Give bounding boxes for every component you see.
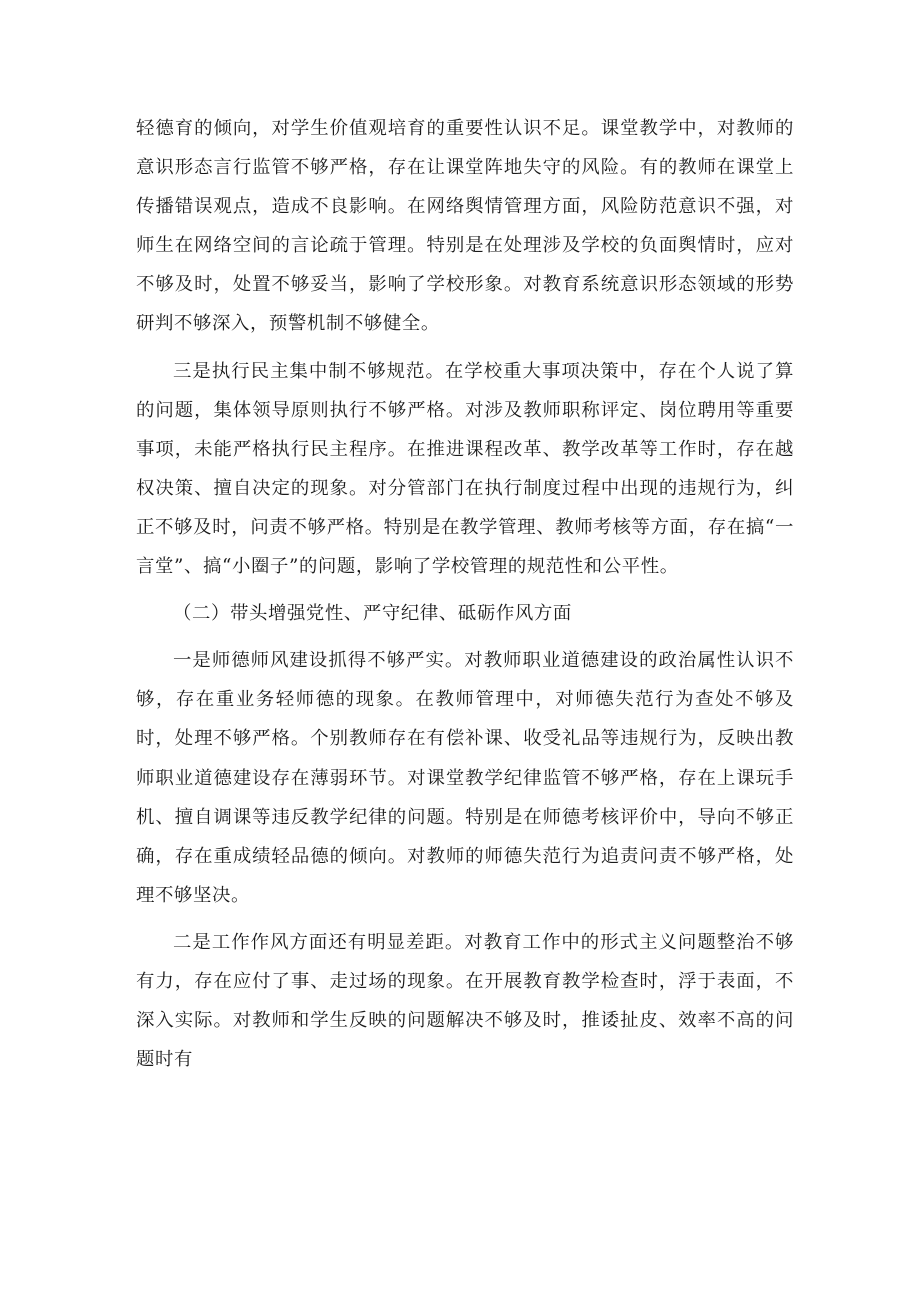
paragraph-democratic-centralism: 三是执行民主集中制不够规范。在学校重大事项决策中，存在个人说了算的问题，集体领导原则执行不够严格。对涉及教师职称评定、岗位聘用等重要事项，未能严格执行民主程序。在推进课程改革、教学改革等工作时，存在越权决策、擅自决定的现象。对分管部门在执行制度过程中出现的违规行为，纠正不够及时，问责不够严格。特别是在教学管理、教师考核等方面，存在搞“一言堂”、搞“小圈子”的问题，影响了学校管理的规范性和公平性。 <box>136 360 794 578</box>
section-heading-2: （二）带头增强党性、严守纪律、砥砺作风方面 <box>173 603 572 625</box>
paragraph-work-style: 二是工作作风方面还有明显差距。对教育工作中的形式主义问题整治不够有力，存在应付了事、走过场的现象。在开展教育教学检查时，浮于表面，不深入实际。对教师和学生反映的问题解决不够及时，推诿扯皮、效率不高的问题时有 <box>136 931 794 1071</box>
document-body <box>136 109 794 1087</box>
paragraph-teacher-ethics: 一是师德师风建设抓得不够严实。对教师职业道德建设的政治属性认识不够，存在重业务轻师德的现象。在教师管理中，对师德失范行为查处不够及时，处理不够严格。个别教师存在有偿补课、收受礼品等违规行为，反映出教师职业道德建设存在薄弱环节。对课堂教学纪律监管不够严格，存在上课玩手机、擅自调课等违反教学纪律的问题。特别是在师德考核评价中，导向不够正确，存在重成绩轻品德的倾向。对教师的师德失范行为追责问责不够严格，处理不够坚决。 <box>136 650 794 906</box>
paragraph-ideology-continued: 轻德育的倾向，对学生价值观培育的重要性认识不足。课堂教学中，对教师的意识形态言行监管不够严格，存在让课堂阵地失守的风险。有的教师在课堂上传播错误观点，造成不良影响。在网络舆情管理方面，风险防范意识不强，对师生在网络空间的言论疏于管理。特别是在处理涉及学校的负面舆情时，应对不够及时，处置不够妥当，影响了学校形象。对教育系统意识形态领域的形势研判不够深入，预警机制不够健全。 <box>136 118 794 335</box>
